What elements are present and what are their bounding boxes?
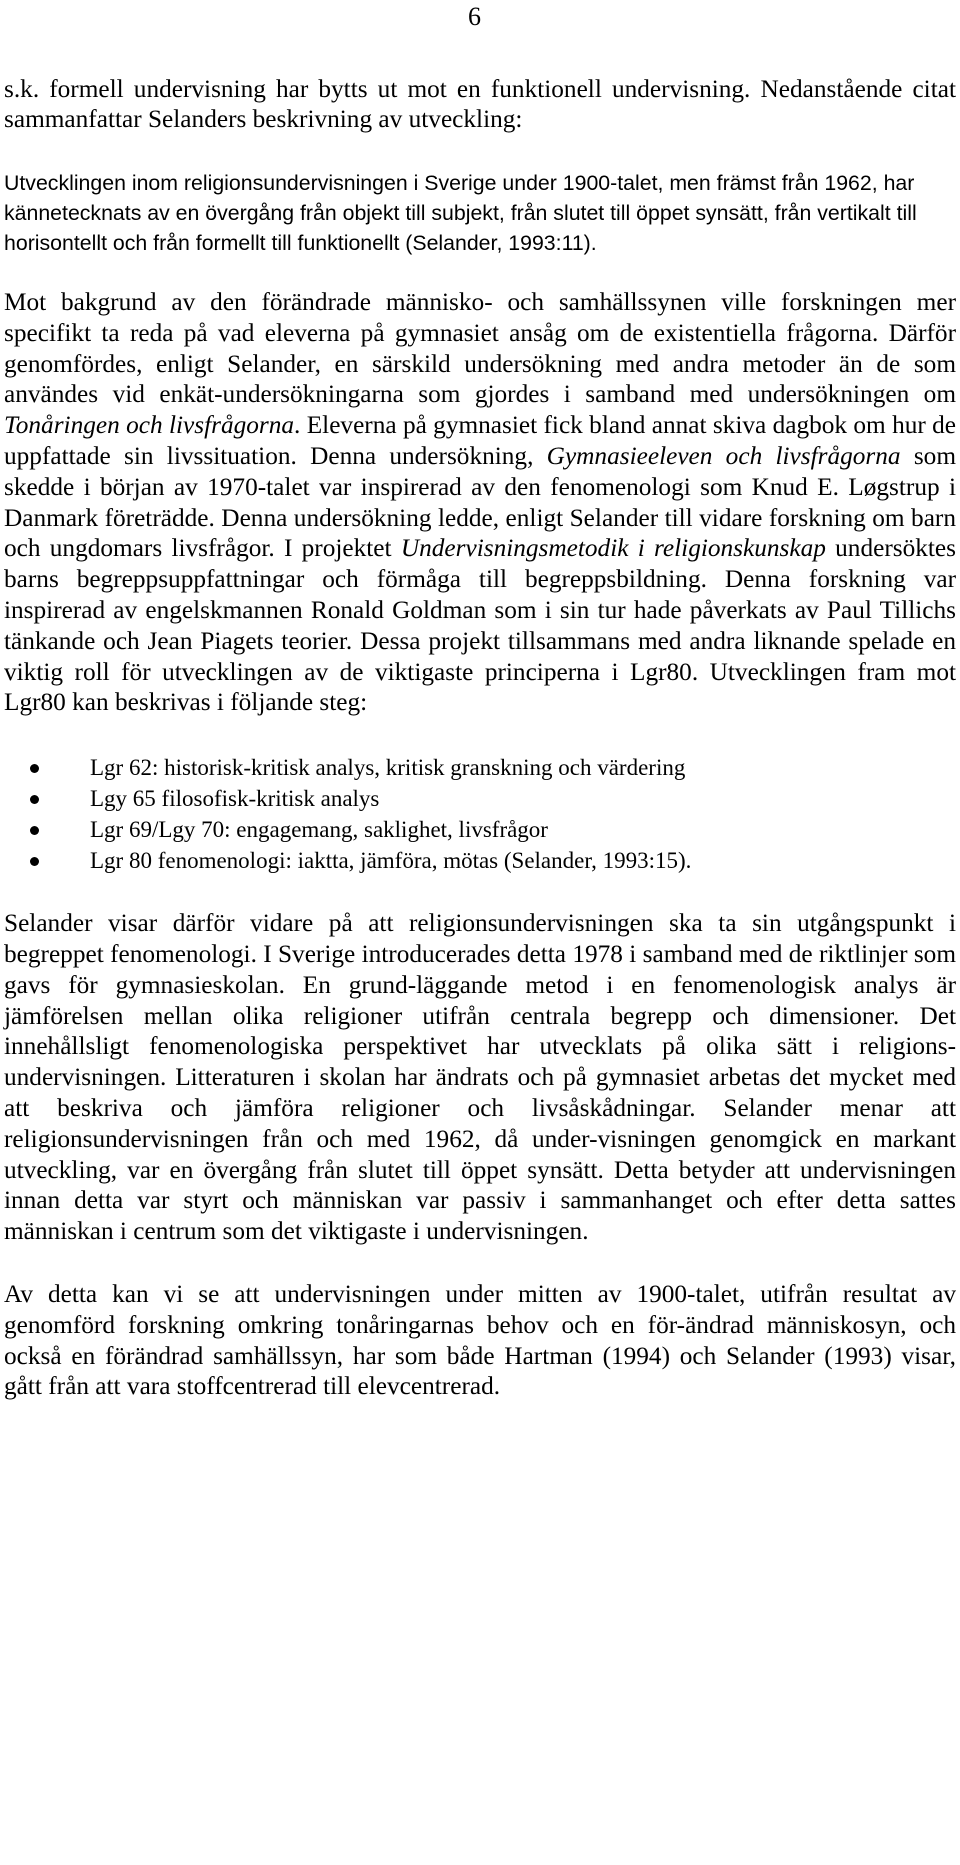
study-title: Tonåringen och livsfrågorna xyxy=(4,411,295,440)
paragraph-text: Mot bakgrund av den förändrade människo- och samhällssynen ville forskningen mer specifikt ta reda på vad eleverna på gymnasiet ansåg om de existentiella frågorna. Därför genomfördes, enligt Selander, en särskild undersökning med andra metoder än de som användes vid enkät-undersökningarna som gjordes i samband med undersökningen om xyxy=(4,288,956,409)
paragraph-text: undersöktes barns begreppsuppfattningar och förmåga till begreppsbildning. Denna forskning var inspirerad av engelskmannen Ronald Goldman som i sin tur hade påverkats av Paul Tillichs tänkande och Jean Piagets teorier. Dessa projekt tillsammans med andra liknande spelade en viktig roll för utvecklingen av de viktigaste principerna i Lgr80. Utvecklingen fram mot Lgr80 kan beskrivas i följande steg: xyxy=(4,534,956,717)
list-item xyxy=(4,845,956,876)
project-title: Undervisningsmetodik i religionskunskap xyxy=(400,534,826,563)
list-item xyxy=(4,783,956,814)
list-item-text: Lgr 69/Lgy 70: engagemang, saklighet, livsfrågor xyxy=(90,817,548,843)
study-title: Gymnasieeleven och livsfrågorna xyxy=(546,441,901,470)
bullet-icon xyxy=(30,764,39,773)
bullet-icon xyxy=(30,795,39,804)
list-item xyxy=(4,752,956,783)
page-number: 6 xyxy=(468,2,481,31)
bullet-icon xyxy=(30,857,39,866)
body-paragraph-1 xyxy=(4,287,956,718)
steps-list xyxy=(4,752,956,876)
page-content xyxy=(0,74,958,1402)
list-item-text: Lgy 65 filosofisk-kritisk analys xyxy=(90,786,380,812)
paragraph-text: . Eleverna på gymnasiet fick bland annat skiva dagbok om hur de uppfattade sin livssituation. Denna undersökning, xyxy=(4,411,957,470)
list-item xyxy=(4,814,956,845)
list-item-text: Lgr 80 fenomenologi: iaktta, jämföra, mötas (Selander, 1993:15). xyxy=(90,848,692,874)
body-paragraph-2: Selander visar därför vidare på att religionsundervisningen ska ta sin utgångspunkt i begreppet fenomenologi. I Sverige introducerades detta 1978 i samband med de riktlinjer som gavs för gymnasieskolan. En grund-läggande metod i en fenomenologisk analys är jämförelsen mellan olika religioner utifrån centrala begrepp och dimensioner. Det innehållsligt fenomenologiska perspektivet har utvecklats på olika sätt i religions-undervisningen. Litteraturen i skolan har ändrats och på gymnasiet arbetas det mycket med att beskriva och jämföra religioner och livsåskådningar. Selander menar att religionsundervisningen från och med 1962, då under-visningen genomgick en markant utveckling, var en övergång från slutet till öppet synsätt. Detta betyder att undervisningen innan detta var styrt och människan var passiv i sammanhanget och efter detta sattes människan i centrum som det viktigaste i undervisningen. xyxy=(4,909,956,1246)
bullet-icon xyxy=(30,826,39,835)
paragraph-text: som skedde i början av 1970-talet var inspirerad av den fenomenologi som Knud E. Løgstrup i Danmark företrädde. Denna undersökning ledde, enligt Selander till vidare forskning om barn och ungdomars livsfrågor. I projektet xyxy=(4,441,957,563)
intro-paragraph: s.k. formell undervisning har bytts ut mot en funktionell undervisning. Nedanstående citat sammanfattar Selanders beskrivning av utveckling: xyxy=(4,75,956,133)
list-item-text: Lgr 62: historisk-kritisk analys, kritisk granskning och värdering xyxy=(90,755,686,781)
block-quote: Utvecklingen inom religionsundervisningen i Sverige under 1900-talet, men främst från 1962, har kännetecknats av en övergång från objekt till subjekt, från slutet till öppet synsätt, från vertikalt till horisontellt och från formellt till funktionellt (Selander, 1993:11). xyxy=(4,171,917,255)
body-paragraph-3: Av detta kan vi se att undervisningen under mitten av 1900-talet, utifrån resultat av genomförd forskning omkring tonåringarnas behov och en för-ändrad människosyn, och också en förändrad samhällssyn, har som både Hartman (1994) och Selander (1993) visar, gått från att vara stoffcentrerad till elevcentrerad. xyxy=(4,1279,956,1401)
